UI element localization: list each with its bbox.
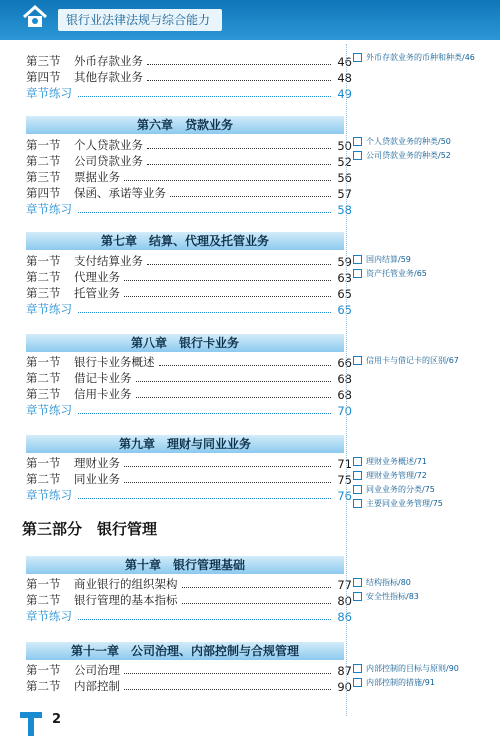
toc-row[interactable]: 第一节 银行卡业务概述 66: [26, 355, 352, 370]
toc-row[interactable]: 第二节 借记卡业务 68: [26, 371, 352, 386]
toc-row[interactable]: 第三节 托管业务 65: [26, 286, 352, 301]
toc-row[interactable]: 第二节 同业业务 75: [26, 472, 352, 487]
toc-row-practice[interactable]: 章节练习 76: [26, 488, 352, 503]
checkbox-icon: [353, 592, 362, 601]
key-point-note[interactable]: 理财业务管理/72: [353, 470, 427, 481]
chapter-heading: 第九章 理财与同业业务: [26, 435, 344, 453]
toc-row[interactable]: 第一节 公司治理 87: [26, 663, 352, 678]
key-point-note[interactable]: 内部控制的目标与原则/90: [353, 663, 459, 674]
toc-row[interactable]: 第一节 支付结算业务 59: [26, 254, 352, 269]
toc-row-practice[interactable]: 章节练习 58: [26, 202, 352, 217]
key-point-note[interactable]: 内部控制的措施/91: [353, 677, 435, 688]
toc-row[interactable]: 第四节 保函、承诺等业务 57: [26, 186, 352, 201]
toc-row[interactable]: 第三节 票据业务 56: [26, 170, 352, 185]
header-bar: [0, 0, 500, 40]
toc-row[interactable]: 第一节 个人贷款业务 50: [26, 138, 352, 153]
chapter-heading: 第七章 结算、代理及托管业务: [26, 232, 344, 250]
checkbox-icon: [353, 499, 362, 508]
toc-row[interactable]: 第一节 商业银行的组织架构 77: [26, 577, 352, 592]
key-point-note[interactable]: 结构指标/80: [353, 577, 411, 588]
checkbox-icon: [353, 678, 362, 687]
chapter-heading: 第十一章 公司治理、内部控制与合规管理: [26, 642, 344, 660]
toc-row[interactable]: 第二节 公司贷款业务 52: [26, 154, 352, 169]
toc-row[interactable]: 第二节 代理业务 63: [26, 270, 352, 285]
key-point-note[interactable]: 主要同业业务管理/75: [353, 498, 443, 509]
chapter-heading: 第八章 银行卡业务: [26, 334, 344, 352]
toc-row-practice[interactable]: 章节练习 86: [26, 609, 352, 624]
checkbox-icon: [353, 578, 362, 587]
toc-row-practice[interactable]: 章节练习 65: [26, 302, 352, 317]
toc-row[interactable]: 第二节 内部控制 90: [26, 679, 352, 694]
book-title: 银行业法律法规与综合能力: [58, 9, 222, 31]
toc-row[interactable]: 第三节 信用卡业务 68: [26, 387, 352, 402]
checkbox-icon: [353, 471, 362, 480]
checkbox-icon: [353, 457, 362, 466]
key-point-note[interactable]: 信用卡与借记卡的区别/67: [353, 355, 459, 366]
toc-row[interactable]: 第二节 银行管理的基本指标 80: [26, 593, 352, 608]
toc-row[interactable]: 第三节 外币存款业务 46: [26, 54, 352, 69]
toc-row[interactable]: 第四节 其他存款业务 48: [26, 70, 352, 85]
key-point-note[interactable]: 个人贷款业务的种类/50: [353, 136, 451, 147]
chapter-heading: 第六章 贷款业务: [26, 116, 344, 134]
toc-row[interactable]: 第一节 理财业务 71: [26, 456, 352, 471]
checkbox-icon: [353, 356, 362, 365]
key-point-note[interactable]: 资产托管业务/65: [353, 268, 427, 279]
pin-marker-icon: [18, 708, 44, 738]
key-point-note[interactable]: 外币存款业务的币种和种类/46: [353, 52, 475, 63]
key-points-sidebar: [346, 44, 493, 716]
key-point-note[interactable]: 安全性指标/83: [353, 591, 419, 602]
key-point-note[interactable]: 理财业务概述/71: [353, 456, 427, 467]
key-point-note[interactable]: 国内结算/59: [353, 254, 411, 265]
page-number: 2: [52, 712, 62, 727]
checkbox-icon: [353, 664, 362, 673]
checkbox-icon: [353, 269, 362, 278]
toc-content: [16, 44, 352, 716]
checkbox-icon: [353, 53, 362, 62]
chapter-heading: 第十章 银行管理基础: [26, 556, 344, 574]
house-logo-icon: [22, 4, 48, 30]
part-title: 第三部分 银行管理: [22, 520, 158, 538]
checkbox-icon: [353, 137, 362, 146]
checkbox-icon: [353, 255, 362, 264]
toc-row-practice[interactable]: 章节练习 70: [26, 403, 352, 418]
checkbox-icon: [353, 485, 362, 494]
checkbox-icon: [353, 151, 362, 160]
toc-row-practice[interactable]: 章节练习 49: [26, 86, 352, 101]
key-point-note[interactable]: 同业业务的分类/75: [353, 484, 435, 495]
key-point-note[interactable]: 公司贷款业务的种类/52: [353, 150, 451, 161]
